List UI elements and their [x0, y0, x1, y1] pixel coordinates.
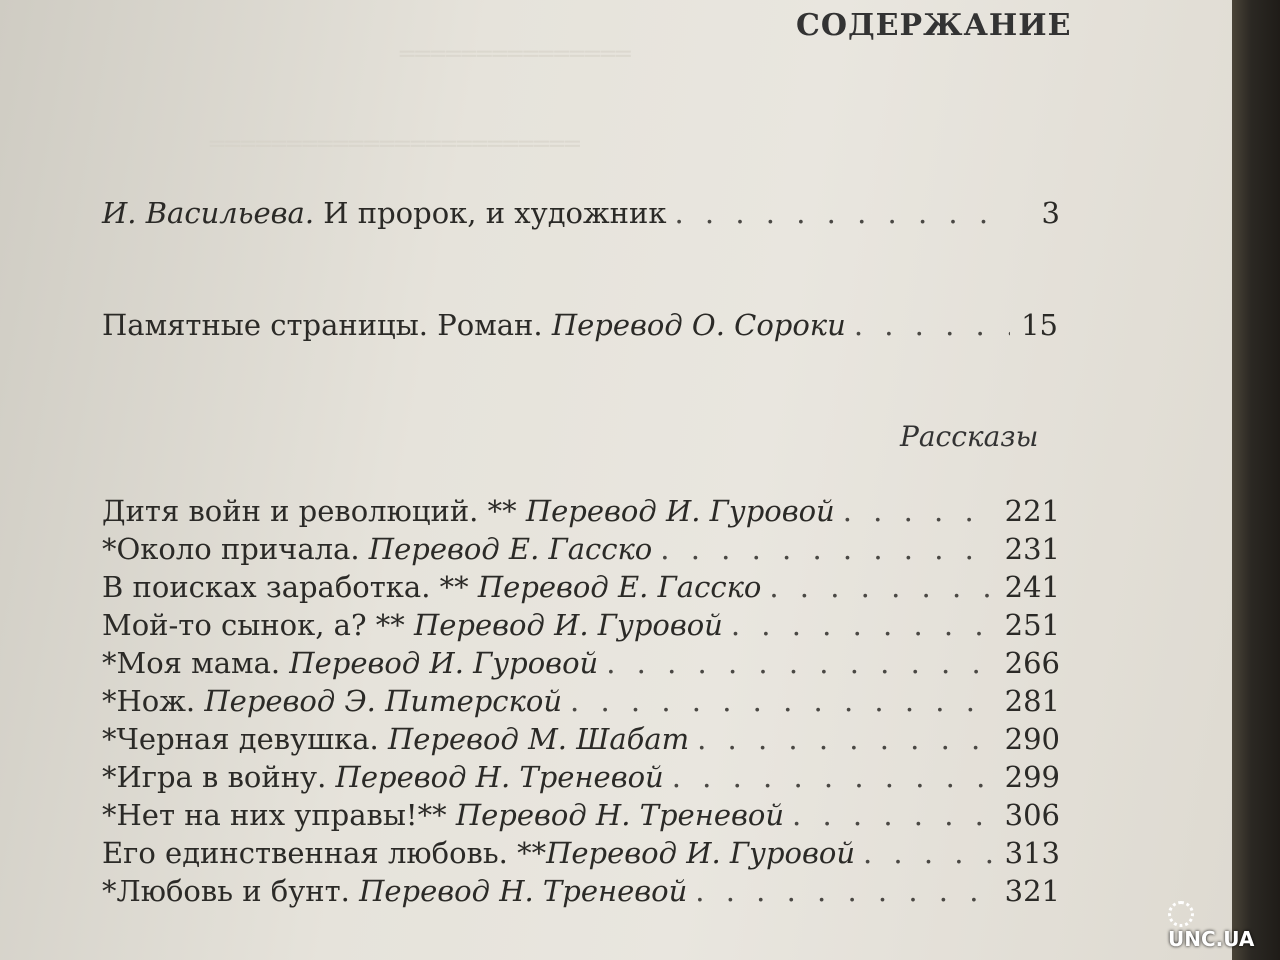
entry-translator: Перевод И. Гуровой: [413, 608, 723, 642]
toc-heading: СОДЕРЖАНИЕ: [796, 8, 1072, 43]
toc-entry-story: [102, 684, 1060, 720]
entry-title-text: Памятные страницы. Роман.: [102, 308, 543, 342]
entry-page: 231: [1004, 532, 1060, 566]
toc-entry-story: [102, 798, 1060, 834]
section-label: Рассказы: [900, 420, 1039, 453]
entry-title: [102, 196, 666, 230]
toc-entry-story: [102, 874, 1060, 910]
entry-page: 313: [1004, 836, 1060, 870]
dot-leader: [792, 798, 997, 832]
entry-title-text: *Черная девушка.: [102, 722, 379, 756]
toc-entry-preface: [102, 196, 1060, 232]
entry-author: И. Васильева.: [102, 196, 315, 230]
dot-leader: [570, 684, 997, 718]
entry-translator: Перевод Н. Треневой: [335, 760, 664, 794]
dot-leader: [843, 494, 997, 528]
entry-page: 306: [1004, 798, 1060, 832]
entry-title-text: Его единственная любовь. **: [102, 836, 547, 870]
toc-entry-story: [102, 760, 1060, 796]
dot-leader: [769, 570, 996, 604]
entry-title-text: *Нет на них управы!**: [102, 798, 447, 832]
toc-entry-story: [102, 836, 1060, 872]
entry-translator: Перевод И. Гуровой: [525, 494, 835, 528]
toc-entry-novel: [102, 308, 1058, 344]
entry-title-text: *Около причала.: [102, 532, 360, 566]
entry-title-text: *Нож.: [102, 684, 196, 718]
entry-page: 251: [1004, 608, 1060, 642]
bleed-through-text: ═══════════════: [400, 40, 632, 68]
entry-translator: Перевод О. Сороки: [551, 308, 846, 342]
dot-leader: [672, 760, 997, 794]
watermark: [1168, 900, 1280, 951]
toc-entry-story: [102, 570, 1060, 606]
dot-leader: [697, 722, 997, 756]
entry-translator: Перевод Е. Гасско: [477, 570, 762, 604]
dot-leader: [606, 646, 996, 680]
entry-title-text: И пророк, и художник: [323, 196, 667, 230]
entry-translator: Перевод И. Гуровой: [546, 836, 855, 870]
entry-translator: Перевод Н. Треневой: [359, 874, 688, 908]
entry-translator: Перевод И. Гуровой: [289, 646, 599, 680]
sun-logo-icon: [1168, 901, 1194, 927]
entry-page: 290: [1004, 722, 1060, 756]
toc-entry-story: [102, 722, 1060, 758]
entry-page: 299: [1004, 760, 1060, 794]
dot-leader: [731, 608, 997, 642]
toc-entry-story: [102, 646, 1060, 682]
entry-page: 266: [1004, 646, 1060, 680]
entry-page: 321: [1004, 874, 1060, 908]
dot-leader: [660, 532, 996, 566]
entry-translator: Перевод Э. Питерской: [204, 684, 563, 718]
entry-translator: Перевод М. Шабат: [388, 722, 690, 756]
toc-entry-story: [102, 494, 1060, 530]
entry-translator: Перевод Н. Треневой: [455, 798, 785, 832]
entry-translator: Перевод Е. Гасско: [368, 532, 653, 566]
entry-page: 3: [1041, 196, 1060, 230]
toc-entry-story: [102, 532, 1060, 568]
entry-page: 221: [1004, 494, 1060, 528]
dot-leader: [695, 874, 996, 908]
entry-title-text: Мой-то сынок, а? **: [102, 608, 405, 642]
toc-entry-story: [102, 608, 1060, 644]
dot-leader: [863, 836, 997, 870]
watermark-text: UNC.UA: [1168, 926, 1255, 951]
dot-leader: [674, 196, 1012, 230]
book-cover-edge: [1232, 0, 1280, 960]
entry-page: 241: [1004, 570, 1060, 604]
entry-page: 281: [1004, 684, 1060, 718]
entry-page: 15: [1021, 308, 1058, 342]
bleed-through-text: ════════════════════════: [210, 130, 581, 158]
entry-title-text: *Моя мама.: [102, 646, 281, 680]
entry-title: [102, 308, 846, 342]
dot-leader: [854, 308, 1010, 342]
entry-title-text: В поисках заработка. **: [102, 570, 469, 604]
entry-title-text: *Любовь и бунт.: [102, 874, 350, 908]
entry-title-text: Дитя войн и революций. **: [102, 494, 517, 528]
entry-title-text: *Игра в войну.: [102, 760, 327, 794]
